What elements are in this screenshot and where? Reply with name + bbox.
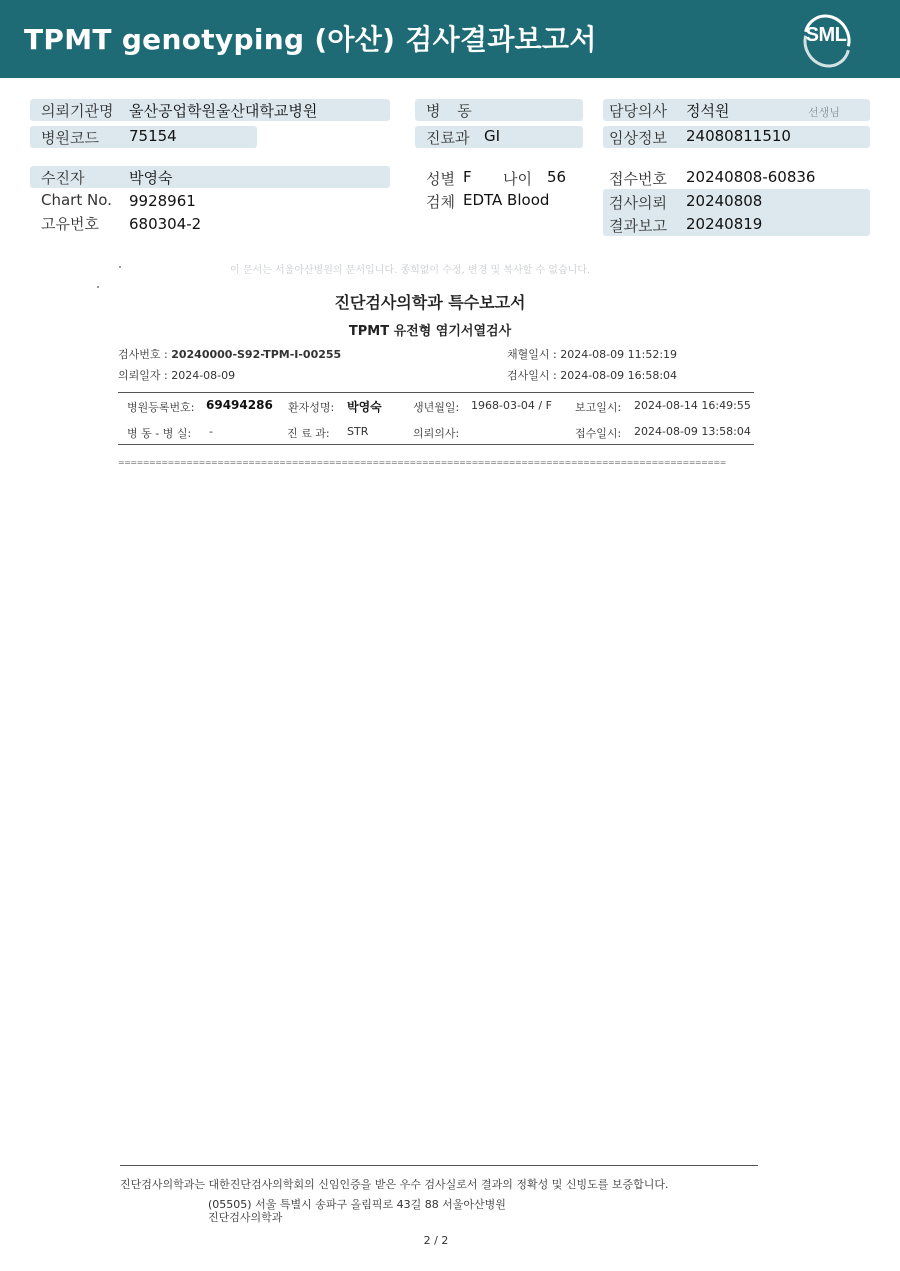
- institution-label: 의뢰기관명: [41, 102, 114, 120]
- clinical-label: 임상정보: [609, 129, 667, 147]
- receipt-value: 20240808-60836: [686, 168, 816, 186]
- logo-text: SML: [805, 24, 847, 46]
- unique-label: 고유번호: [41, 215, 99, 233]
- footer-dept: 진단검사의학과: [208, 1211, 283, 1224]
- age-value: 56: [547, 168, 567, 186]
- age-label: 나이: [503, 170, 532, 188]
- report-value: 20240819: [686, 215, 763, 233]
- receipt-label: 접수번호: [609, 170, 667, 188]
- name-label: 환자성명:: [288, 401, 335, 414]
- collect-time: 채혈일시 : 2024-08-09 11:52:19: [507, 348, 678, 361]
- chart-label: Chart No.: [41, 191, 112, 209]
- scan-dept-value: STR: [347, 425, 369, 438]
- report-time-label: 보고일시:: [575, 401, 622, 414]
- chart-value: 9928961: [129, 192, 196, 210]
- doctor-value: 정석원: [686, 102, 730, 120]
- report-title: TPMT genotyping (아산) 검사결과보고서: [24, 23, 597, 56]
- patient-label: 수진자: [41, 169, 85, 187]
- request-value: 20240808: [686, 192, 763, 210]
- request-label: 검사의뢰: [609, 194, 667, 212]
- test-no-label: 검사번호 :: [118, 348, 168, 361]
- receipt-time-label: 접수일시:: [575, 427, 622, 440]
- scan-speck: [97, 286, 99, 288]
- dob-label: 생년월일:: [413, 401, 460, 414]
- scan-speck: [119, 266, 121, 268]
- sex-value: F: [463, 168, 472, 186]
- scan-subtitle: TPMT 유전형 염기서열검사: [348, 324, 512, 339]
- ward-label: 병 동: [426, 102, 478, 120]
- hospital-code-label: 병원코드: [41, 129, 99, 147]
- reg-label: 병원등록번호:: [127, 401, 195, 414]
- receipt-time-value: 2024-08-09 13:58:04: [634, 425, 751, 438]
- test-no: [118, 346, 341, 362]
- patient-value: 박영숙: [129, 169, 173, 187]
- ward-room-value: -: [209, 425, 213, 438]
- footer-cert: 진단검사의학과는 대한진단검사의학회의 신임인증을 받은 우수 검사실로서 결과의 정확성 및 신빙도를 보증합니다.: [120, 1178, 669, 1191]
- specimen-label: 검체: [426, 193, 455, 211]
- specimen-value: EDTA Blood: [463, 191, 550, 209]
- name-value: 박영숙: [347, 400, 382, 414]
- sml-logo: [800, 12, 852, 64]
- dept-value: GI: [484, 127, 501, 145]
- test-no-value: 20240000-S92-TPM-I-00255: [171, 348, 342, 361]
- scan-notice: 이 문서는 서울아산병원의 문서입니다. 종희없이 수정, 변경 및 복사할 수 없습니다.: [230, 265, 591, 276]
- scan-dept-label: 진 료 과:: [287, 427, 330, 440]
- reg-value: 69494286: [206, 398, 273, 412]
- test-time: 검사일시 : 2024-08-09 16:58:04: [507, 369, 678, 382]
- table-top-line: [118, 392, 754, 393]
- dept-label: 진료과: [426, 129, 470, 147]
- footer-address: (05505) 서울 특별시 송파구 올림픽로 43길 88 서울아산병원: [208, 1198, 506, 1211]
- footer-line: [120, 1165, 758, 1166]
- ward-room-label: 병 동 - 병 실:: [127, 427, 192, 440]
- report-time-value: 2024-08-14 16:49:55: [634, 399, 751, 412]
- page-number: 2 / 2: [423, 1234, 449, 1247]
- institution-value: 울산공업학원울산대학교병원: [129, 102, 318, 120]
- report-label: 결과보고: [609, 217, 667, 235]
- scan-doctor-label: 의뢰의사:: [413, 427, 460, 440]
- clinical-value: 24080811510: [686, 127, 791, 145]
- doctor-suffix: 선생님: [808, 106, 840, 119]
- doctor-label: 담당의사: [609, 102, 667, 120]
- table-bottom-line: [118, 444, 754, 445]
- dob-value: 1968-03-04 / F: [471, 399, 552, 412]
- hospital-code-value: 75154: [129, 127, 177, 145]
- scan-title: 진단검사의학과 특수보고서: [334, 293, 526, 312]
- request-date: 의뢰일자 : 2024-08-09: [118, 369, 236, 382]
- sex-label: 성별: [426, 170, 455, 188]
- header-banner: [0, 0, 900, 78]
- separator-line: ==================================================================================================: [118, 458, 726, 467]
- unique-value: 680304-2: [129, 215, 202, 233]
